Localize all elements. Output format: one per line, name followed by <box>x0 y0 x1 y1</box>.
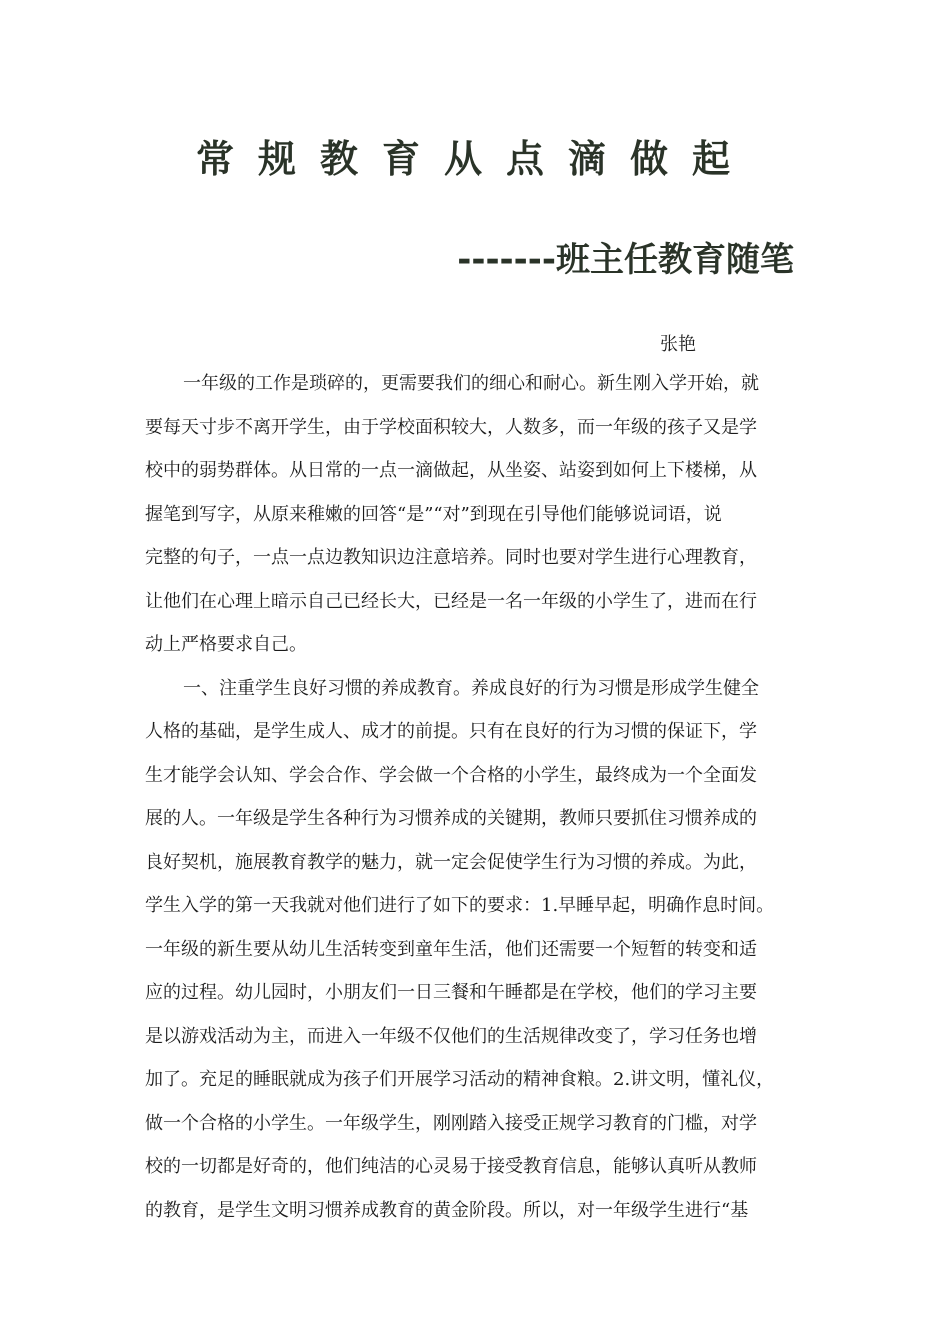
document-title: 常规教育从点滴做起 <box>195 137 754 181</box>
body-line: 的教育，是学生文明习惯养成教育的黄金阶段。所以，对一年级学生进行“基 <box>145 1199 749 1221</box>
body-line: 良好契机，施展教育教学的魅力，就一定会促使学生行为习惯的养成。为此， <box>145 851 757 873</box>
body-line: 应的过程。幼儿园时，小朋友们一日三餐和午睡都是在学校，他们的学习主要 <box>145 982 757 1003</box>
body-line: 动上严格要求自己。 <box>145 634 307 655</box>
body-line: 校的一切都是好奇的，他们纯洁的心灵易于接受教育信息，能够认真听从教师 <box>145 1156 757 1177</box>
body-line: 人格的基础，是学生成人、成才的前提。只有在良好的行为习惯的保证下，学 <box>145 721 757 742</box>
body-line: 生才能学会认知、学会合作、学会做一个合格的小学生，最终成为一个全面发 <box>145 764 757 786</box>
document-subtitle: -------班主任教育随笔 <box>457 240 794 280</box>
body-line: 校中的弱势群体。从日常的一点一滴做起，从坐姿、站姿到如何上下楼梯，从 <box>145 460 757 481</box>
body-line: 是以游戏活动为主，而进入一年级不仅他们的生活规律改变了，学习任务也增 <box>145 1025 757 1047</box>
body-line: 握笔到写字，从原来稚嫩的回答“是”“对”到现在引导他们能够说词语，说 <box>145 503 722 525</box>
body-line: 要每天寸步不离开学生，由于学校面积较大，人数多，而一年级的孩子又是学 <box>145 416 757 438</box>
body-line: 加了。充足的睡眠就成为孩子们开展学习活动的精神食粮。2.讲文明，懂礼仪， <box>145 1069 775 1090</box>
body-line: 做一个合格的小学生。一年级学生，刚刚踏入接受正规学习教育的门槛，对学 <box>145 1112 757 1134</box>
body-line: 让他们在心理上暗示自己已经长大，已经是一名一年级的小学生了，进而在行 <box>145 590 757 612</box>
body-text <box>145 368 810 1238</box>
author-name: 张艳 <box>660 334 696 355</box>
body-line: 展的人。一年级是学生各种行为习惯养成的关键期，教师只要抓住习惯养成的 <box>145 808 757 829</box>
body-line: 完整的句子，一点一点边教知识边注意培养。同时也要对学生进行心理教育， <box>145 547 757 568</box>
body-line: 一年级的新生要从幼儿生活转变到童年生活，他们还需要一个短暂的转变和适 <box>145 938 757 960</box>
body-line: 一、注重学生良好习惯的养成教育。养成良好的行为习惯是形成学生健全 <box>183 677 759 699</box>
body-line: 一年级的工作是琐碎的，更需要我们的细心和耐心。新生刚入学开始，就 <box>183 373 759 394</box>
body-line: 学生入学的第一天我就对他们进行了如下的要求：1.早睡早起，明确作息时间。 <box>145 895 775 916</box>
